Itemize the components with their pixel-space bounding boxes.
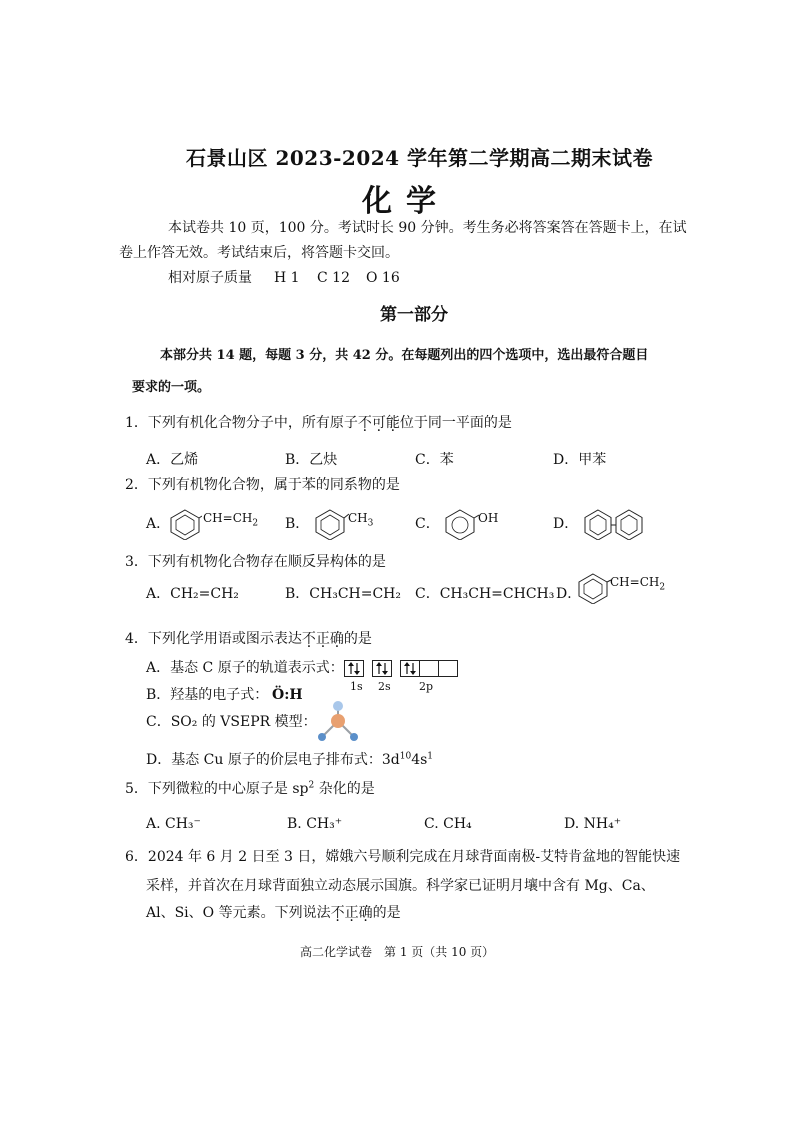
atomic-mass-o: O 16 — [366, 270, 400, 286]
paired-arrows-icon — [373, 661, 391, 676]
q1-option-c: C．苯 — [415, 452, 454, 468]
q3-option-a: A．CH₂=CH₂ — [146, 586, 239, 602]
q6-line3-post: 的是 — [372, 905, 401, 921]
q3-d-substituent — [610, 575, 666, 593]
q4-stem-post: 的是 — [343, 631, 372, 647]
q2-b-substituent — [348, 511, 374, 529]
q4-emph-2: 正 — [315, 631, 330, 647]
q2-option-b-letter: B． — [285, 516, 310, 532]
styrene-ring-icon — [576, 572, 612, 604]
q4-option-a: A．基态 C 原子的轨道表示式： — [146, 660, 344, 676]
q6-emph-3: 确 — [358, 905, 373, 921]
atomic-mass-label: 相对原子质量 — [168, 270, 252, 286]
phenol-ring-icon — [443, 508, 479, 540]
q2-c-substituent: OH — [478, 511, 499, 525]
biphenyl-icon — [583, 508, 645, 540]
orbital-2s-box — [372, 660, 392, 677]
q1-emph-1: 不 — [357, 415, 372, 431]
orbital-label-2s: 2s — [378, 680, 391, 693]
q5-option-a: A. CH₃⁻ — [146, 816, 201, 832]
q3-option-d: D． — [556, 586, 582, 602]
question-1-stem — [125, 414, 512, 432]
orbital-2p-box-1 — [400, 660, 420, 677]
atomic-mass-c: C 12 — [317, 270, 350, 286]
q1-stem-post: 位于同一平面的是 — [399, 415, 512, 431]
q3-d-substituent-main: CH=CH — [610, 575, 660, 589]
question-5-stem — [125, 780, 375, 798]
question-4-stem — [125, 630, 372, 648]
q5-stem-sup: 2 — [308, 780, 315, 791]
q2-a-substituent-sub: 2 — [252, 518, 259, 529]
intro-line-2: 卷上作答无效。考试结束后，将答题卡交回。 — [119, 245, 399, 261]
orbital-diagram — [344, 660, 464, 680]
toluene-ring-icon — [313, 508, 349, 540]
q2-option-c-letter: C． — [415, 516, 440, 532]
q4-d-sup1: 10 — [399, 751, 412, 762]
q4-option-d — [146, 751, 433, 769]
q4-b-formula: Ö:H — [272, 687, 303, 703]
q5-option-b: B. CH₃⁺ — [287, 816, 343, 832]
orbital-2p-box-3 — [438, 660, 458, 677]
q4-option-c: C．SO₂ 的 VSEPR 模型： — [146, 714, 317, 730]
question-6-line-1: 6．2024 年 6 月 2 日至 3 日，嫦娥六号顺利完成在月球背面南极-艾特肯盆地的智能快速 — [125, 849, 681, 865]
orbital-1s-box — [344, 660, 364, 677]
q1-emph-2: 可 — [371, 415, 386, 431]
q4-stem-pre: 4．下列化学用语或图示表达 — [125, 631, 302, 647]
benzene-ring-icon — [168, 508, 202, 540]
q6-emph-1: 不 — [330, 905, 345, 921]
vsepr-model-icon — [312, 700, 362, 744]
q1-emph-3: 能 — [385, 415, 400, 431]
subject-title: 化学 — [362, 184, 450, 219]
q3-d-substituent-sub: 2 — [659, 582, 666, 593]
q4-d-mid: 4s — [411, 752, 428, 768]
q2-b-substituent-main: CH — [348, 511, 368, 525]
q3-option-b: B．CH₃CH=CH₂ — [285, 586, 402, 602]
q6-emph-2: 正 — [344, 905, 359, 921]
paired-arrows-icon — [401, 661, 419, 676]
q6-line3-pre: Al、Si、O 等元素。下列说法 — [146, 905, 331, 921]
question-2-stem: 2．下列有机物化合物，属于苯的同系物的是 — [125, 477, 400, 493]
q2-a-substituent-main: CH=CH — [203, 511, 253, 525]
q1-option-b: B．乙炔 — [285, 452, 338, 468]
q5-stem-pre: 5．下列微粒的中心原子是 sp — [125, 781, 309, 797]
q5-option-c: C. CH₄ — [424, 816, 472, 832]
paired-arrows-icon — [345, 661, 363, 676]
q5-stem-post: 杂化的是 — [314, 781, 375, 797]
question-3-stem: 3．下列有机物化合物存在顺反异构体的是 — [125, 554, 386, 570]
q3-option-c: C．CH₃CH=CHCH₃ — [415, 586, 555, 602]
q4-d-text: D．基态 Cu 原子的价层电子排布式：3d — [146, 752, 400, 768]
q4-emph-3: 确 — [329, 631, 344, 647]
q1-option-a: A．乙烯 — [146, 452, 199, 468]
orbital-2p-box-2 — [419, 660, 439, 677]
q4-d-sup2: 1 — [427, 751, 434, 762]
page-footer: 高二化学试卷 第 1 页（共 10 页） — [300, 945, 495, 959]
q4-option-b: B．羟基的电子式： — [146, 687, 269, 703]
atomic-mass-h: H 1 — [274, 270, 300, 286]
q1-option-d: D．甲苯 — [553, 452, 607, 468]
part-instruction-1: 本部分共 14 题，每题 3 分，共 42 分。在每题列出的四个选项中，选出最符合题目 — [160, 348, 649, 363]
question-6-line-2: 采样，并首次在月球背面独立动态展示国旗。科学家已证明月壤中含有 Mg、Ca、 — [146, 878, 655, 894]
part-heading: 第一部分 — [380, 305, 448, 325]
q1-stem-pre: 1．下列有机化合物分子中，所有原子 — [125, 415, 358, 431]
q4-emph-1: 不 — [301, 631, 316, 647]
q2-a-substituent — [203, 511, 259, 529]
question-6-line-3 — [146, 904, 401, 922]
intro-line-1: 本试卷共 10 页，100 分。考试时长 90 分钟。考生务必将答案答在答题卡上，在试 — [168, 220, 687, 236]
part-instruction-2: 要求的一项。 — [132, 380, 211, 395]
q5-option-d: D. NH₄⁺ — [564, 816, 622, 832]
orbital-label-1s: 1s — [350, 680, 363, 693]
orbital-label-2p: 2p — [419, 680, 434, 693]
q2-b-substituent-sub: 3 — [367, 518, 374, 529]
exam-title: 石景山区 2023-2024 学年第二学期高二期末试卷 — [186, 146, 654, 170]
q2-option-d-letter: D． — [553, 516, 579, 532]
q2-option-a-letter: A． — [146, 516, 171, 532]
